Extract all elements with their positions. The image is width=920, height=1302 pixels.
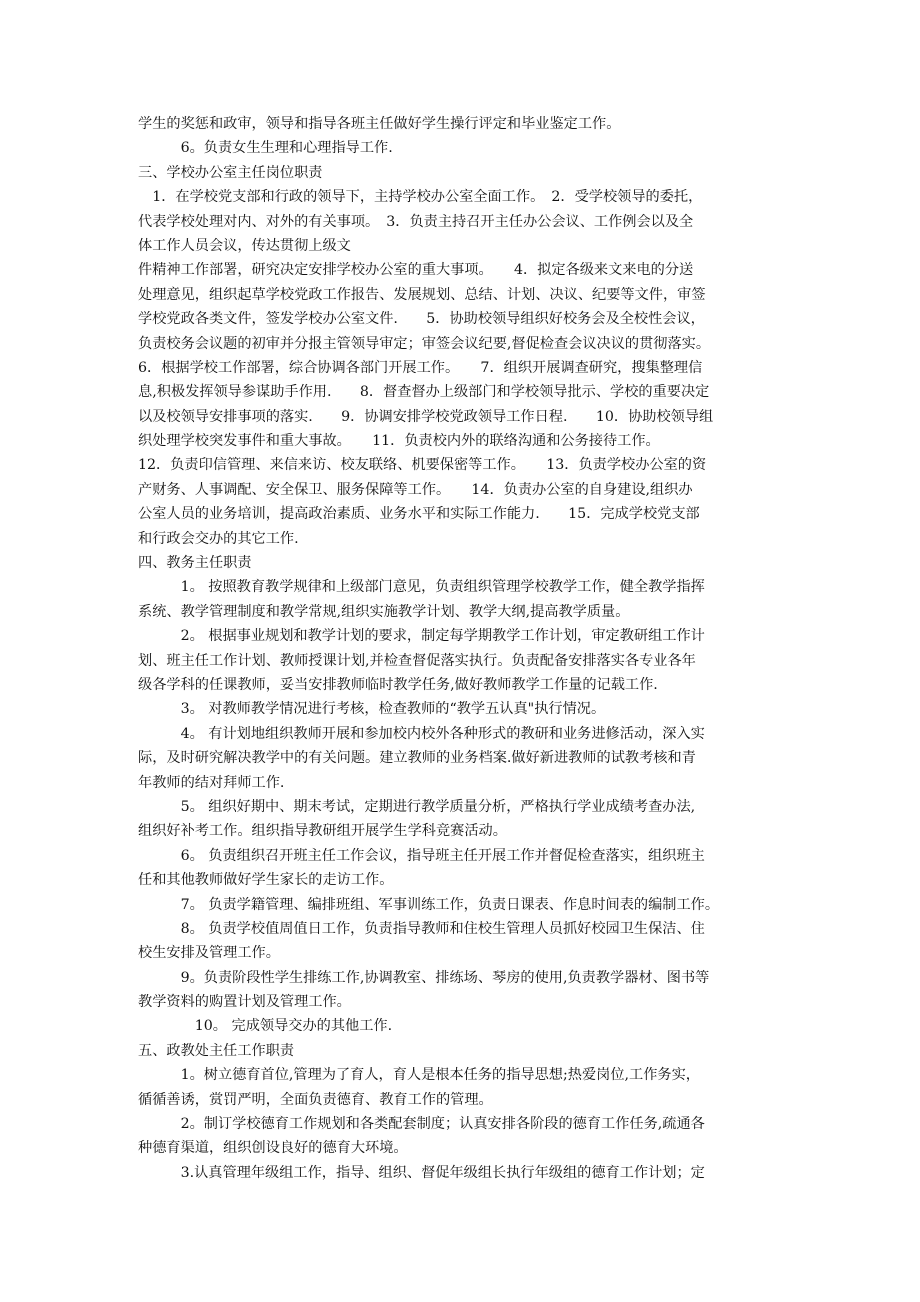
text-line: 体工作人员会议，传达贯彻上级文 <box>138 237 351 254</box>
text-line: 以及校领导安排事项的落实. 9．协调安排学校党政领导工作日程. 10．协助校领导组 <box>138 408 714 425</box>
text-line: 三、学校办公室主任岗位职责 <box>138 164 323 181</box>
text-line: 7。 负责学籍管理、编排班组、军事训练工作，负责日课表、作息时间表的编制工作。 <box>138 896 720 913</box>
text-line: 12．负责印信管理、来信来访、校友联络、机要保密等工作。 13．负责学校办公室的资 <box>138 457 707 474</box>
text-line: 3。 对教师教学情况进行考核，检查教师的“教学五认真"执行情况。 <box>138 701 606 718</box>
text-line: 2。制订学校德育工作规划和各类配套制度；认真安排各阶段的德育工作任务,疏通各 <box>138 1116 705 1133</box>
text-line: 织处理学校突发事件和重大事故。 11．负责校内外的联络沟通和公务接待工作。 <box>138 433 660 450</box>
text-line: 件精神工作部署，研究决定安排学校办公室的重大事项。 4．拟定各级来文来电的分送 <box>138 262 694 279</box>
text-line: 循循善诱，赏罚严明，全面负责德育、教育工作的管理。 <box>138 1091 493 1108</box>
text-line: 息,积极发挥领导参谋助手作用. 8．督查督办上级部门和学校领导批示、学校的重要决定 <box>138 384 710 401</box>
text-line: 2。 根据事业规划和教学计划的要求，制定每学期教学工作计划，审定教研组工作计 <box>138 628 705 645</box>
text-line: 6．根据学校工作部署，综合协调各部门开展工作。 7．组织开展调查研究，搜集整理信 <box>138 359 703 376</box>
text-line: 际，及时研究解决教学中的有关问题。建立教师的业务档案.做好新进教师的试教考核和青 <box>138 750 696 767</box>
text-line: 年教师的结对拜师工作. <box>138 774 285 791</box>
text-line: 6。 负责组织召开班主任工作会议，指导班主任开展工作并督促检查落实，组织班主 <box>138 847 705 864</box>
text-line: 9。负责阶段性学生排练工作,协调教室、排练场、琴房的使用,负责教学器材、图书等 <box>138 969 710 986</box>
text-line: 3.认真管理年级组工作，指导、组织、督促年级组长执行年级组的德育工作计划；定 <box>138 1164 705 1181</box>
text-line: 1．在学校党支部和行政的领导下，主持学校办公室全面工作。 2．受学校领导的委托， <box>138 189 703 206</box>
text-line: 1。树立德育首位,管理为了育人，育人是根本任务的指导思想;热爱岗位,工作务实， <box>138 1067 700 1084</box>
text-line: 学校党政各类文件，签发学校办公室文件. 5．协助校领导组织好校务会及全校性会议， <box>138 311 705 328</box>
text-line: 系统、教学管理制度和教学常规,组织实施教学计划、教学大纲,提高教学质量。 <box>138 603 630 620</box>
text-line: 产财务、人事调配、安全保卫、服务保障等工作。 14．负责办公室的自身建设,组织办 <box>138 481 693 498</box>
text-line: 4。 有计划地组织教师开展和参加校内校外各种形式的教研和业务进修活动，深入实 <box>138 725 705 742</box>
text-line: 教学资料的购置计划及管理工作。 <box>138 994 351 1011</box>
text-line: 负责校务会议题的初审并分报主管领导审定；审签会议纪要,督促检查会议决议的贯彻落实。 <box>138 335 711 352</box>
text-line: 10。 完成领导交办的其他工作. <box>138 1018 393 1035</box>
text-line: 级各学科的任课教师，妥当安排教师临时教学任务,做好教师教学工作量的记载工作. <box>138 676 658 693</box>
text-line: 四、教务主任职责 <box>138 555 252 572</box>
text-line: 组织好补考工作。组织指导教研组开展学生学科竞赛活动。 <box>138 823 507 840</box>
text-line: 1。 按照教育教学规律和上级部门意见，负责组织管理学校教学工作，健全教学指挥 <box>138 579 705 596</box>
text-line: 任和其他教师做好学生家长的走访工作。 <box>138 872 394 889</box>
text-line: 公室人员的业务培训，提高政治素质、业务水平和实际工作能力. 15．完成学校党支部 <box>138 506 700 523</box>
text-line: 6。负责女生生理和心理指导工作. <box>138 140 393 157</box>
text-line: 学生的奖惩和政审，领导和指导各班主任做好学生操行评定和毕业鉴定工作。 <box>138 116 621 132</box>
text-line: 种德育渠道，组织创设良好的德育大环境。 <box>138 1140 408 1157</box>
text-line: 五、政教处主任工作职责 <box>138 1042 295 1059</box>
text-line: 代表学校处理对内、对外的有关事项。 3．负责主持召开主任办公会议、工作例会以及全 <box>138 213 694 230</box>
text-line: 校生安排及管理工作。 <box>138 945 280 962</box>
text-line: 5。 组织好期中、期末考试，定期进行教学质量分析，严格执行学业成绩考查办法, <box>138 798 696 815</box>
document-body <box>138 112 798 1185</box>
text-line: 和行政会交办的其它工作. <box>138 530 299 547</box>
text-line: 处理意见，组织起草学校党政工作报告、发展规划、总结、计划、决议、纪要等文件，审签 <box>138 286 706 303</box>
text-line: 划、班主任工作计划、教师授课计划,并检查督促落实执行。负责配备安排落实各专业各年 <box>138 652 696 669</box>
text-line: 8。 负责学校值周值日工作，负责指导教师和住校生管理人员抓好校园卫生保洁、住 <box>138 920 705 937</box>
